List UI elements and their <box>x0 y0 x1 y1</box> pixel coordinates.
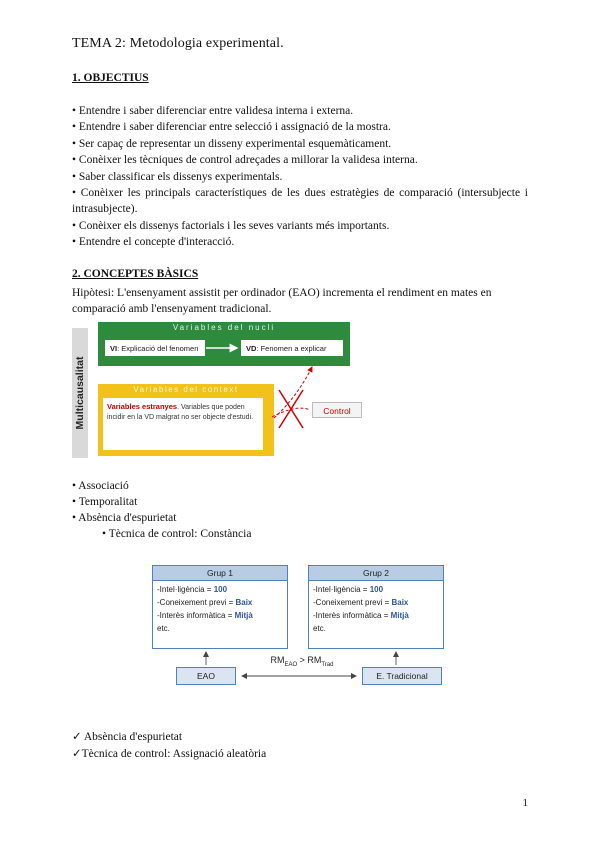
checklist <box>72 729 266 762</box>
criteria-item: • Temporalitat <box>72 496 138 508</box>
traditional-box: E. Tradicional <box>362 667 442 685</box>
group-1-row: -Interès informàtica = Mitjà <box>157 611 253 620</box>
group-1-title: Grup 1 <box>153 566 287 581</box>
check-item: ✓Tècnica de control: Assignació aleatòria <box>72 747 267 760</box>
objectives-list <box>72 103 528 251</box>
vi-text: : Explicació del fenomen <box>117 344 199 353</box>
objective-item: • Conèixer els dissenys factorials i les seves variants més importants. <box>72 219 390 232</box>
groups-arrows <box>152 565 448 693</box>
objective-item: • Entendre i saber diferenciar entre validesa interna i externa. <box>72 105 354 117</box>
control-label-box: Control <box>312 402 362 418</box>
rm-comparison: $RM_{EAO} > RM_{Trad}$ <box>270 655 334 668</box>
criteria-list <box>72 478 251 542</box>
group-2-title: Grup 2 <box>309 566 443 581</box>
group-2-row: etc. <box>313 624 326 633</box>
group-1-row: etc. <box>157 624 170 633</box>
objective-item: • Entendre el concepte d'interacció. <box>72 236 235 249</box>
criteria-item: • Associació <box>72 480 129 492</box>
check-item: ✓ Absència d'espurietat <box>72 731 183 743</box>
hypothesis-text: Hipòtesi: L'ensenyament assistit per ordinador (EAO) incrementa el rendiment en mates en comparació amb l'ensenyament tradicional. <box>72 287 492 315</box>
objective-item: • Conèixer les tècniques de control adreçades a millorar la validesa interna. <box>72 154 418 167</box>
extraneous-text: . Variables que poden incidir en la VD malgrat no ser objecte d'estudi. <box>107 404 254 421</box>
vi-label: VI <box>110 344 118 353</box>
vd-text: : Fenomen a explicar <box>256 344 327 353</box>
section-heading-conceptes: 2. CONCEPTES BÀSICS <box>72 268 199 280</box>
section-heading-objectius: 1. OBJECTIUS <box>72 72 149 84</box>
objective-item: • Ser capaç de representar un disseny experimental esquemàticament. <box>72 137 392 150</box>
vd-label: VD <box>246 344 257 353</box>
diagram-arrows <box>72 322 362 464</box>
criteria-subitem: • Tècnica de control: Constància <box>102 528 252 540</box>
group-2-row: -Coneixement previ = Baix <box>313 598 409 607</box>
objective-item: • Conèixer les principals característiques de les dues estratègies de comparació (intersubjecte i intrasubjecte). <box>72 187 528 216</box>
group-2-row: -Intel·ligència = 100 <box>313 585 384 594</box>
groups-diagram <box>152 565 448 693</box>
context-variables-title: Variables del context <box>133 385 239 394</box>
group-1-row: -Coneixement previ = Baix <box>157 598 253 607</box>
eao-box: EAO <box>176 667 236 685</box>
page-number: 1 <box>522 797 528 809</box>
core-variables-title: Variables del nucli <box>172 323 276 332</box>
group-1-row: -Intel·ligència = 100 <box>157 585 228 594</box>
objective-item: • Entendre i saber diferenciar entre selecció i assignació de la mostra. <box>72 121 391 134</box>
objective-item: • Saber classificar els dissenys experimentals. <box>72 170 283 183</box>
group-2-row: -Interès informàtica = Mitjà <box>313 611 409 620</box>
criteria-item: • Absència d'espurietat <box>72 512 177 524</box>
page-title: TEMA 2: Metodologia experimental. <box>72 36 284 51</box>
multicausality-label: Multicausalitat <box>74 356 86 430</box>
extraneous-label: Variables estranyes <box>107 402 178 411</box>
multicausality-diagram <box>72 322 362 464</box>
